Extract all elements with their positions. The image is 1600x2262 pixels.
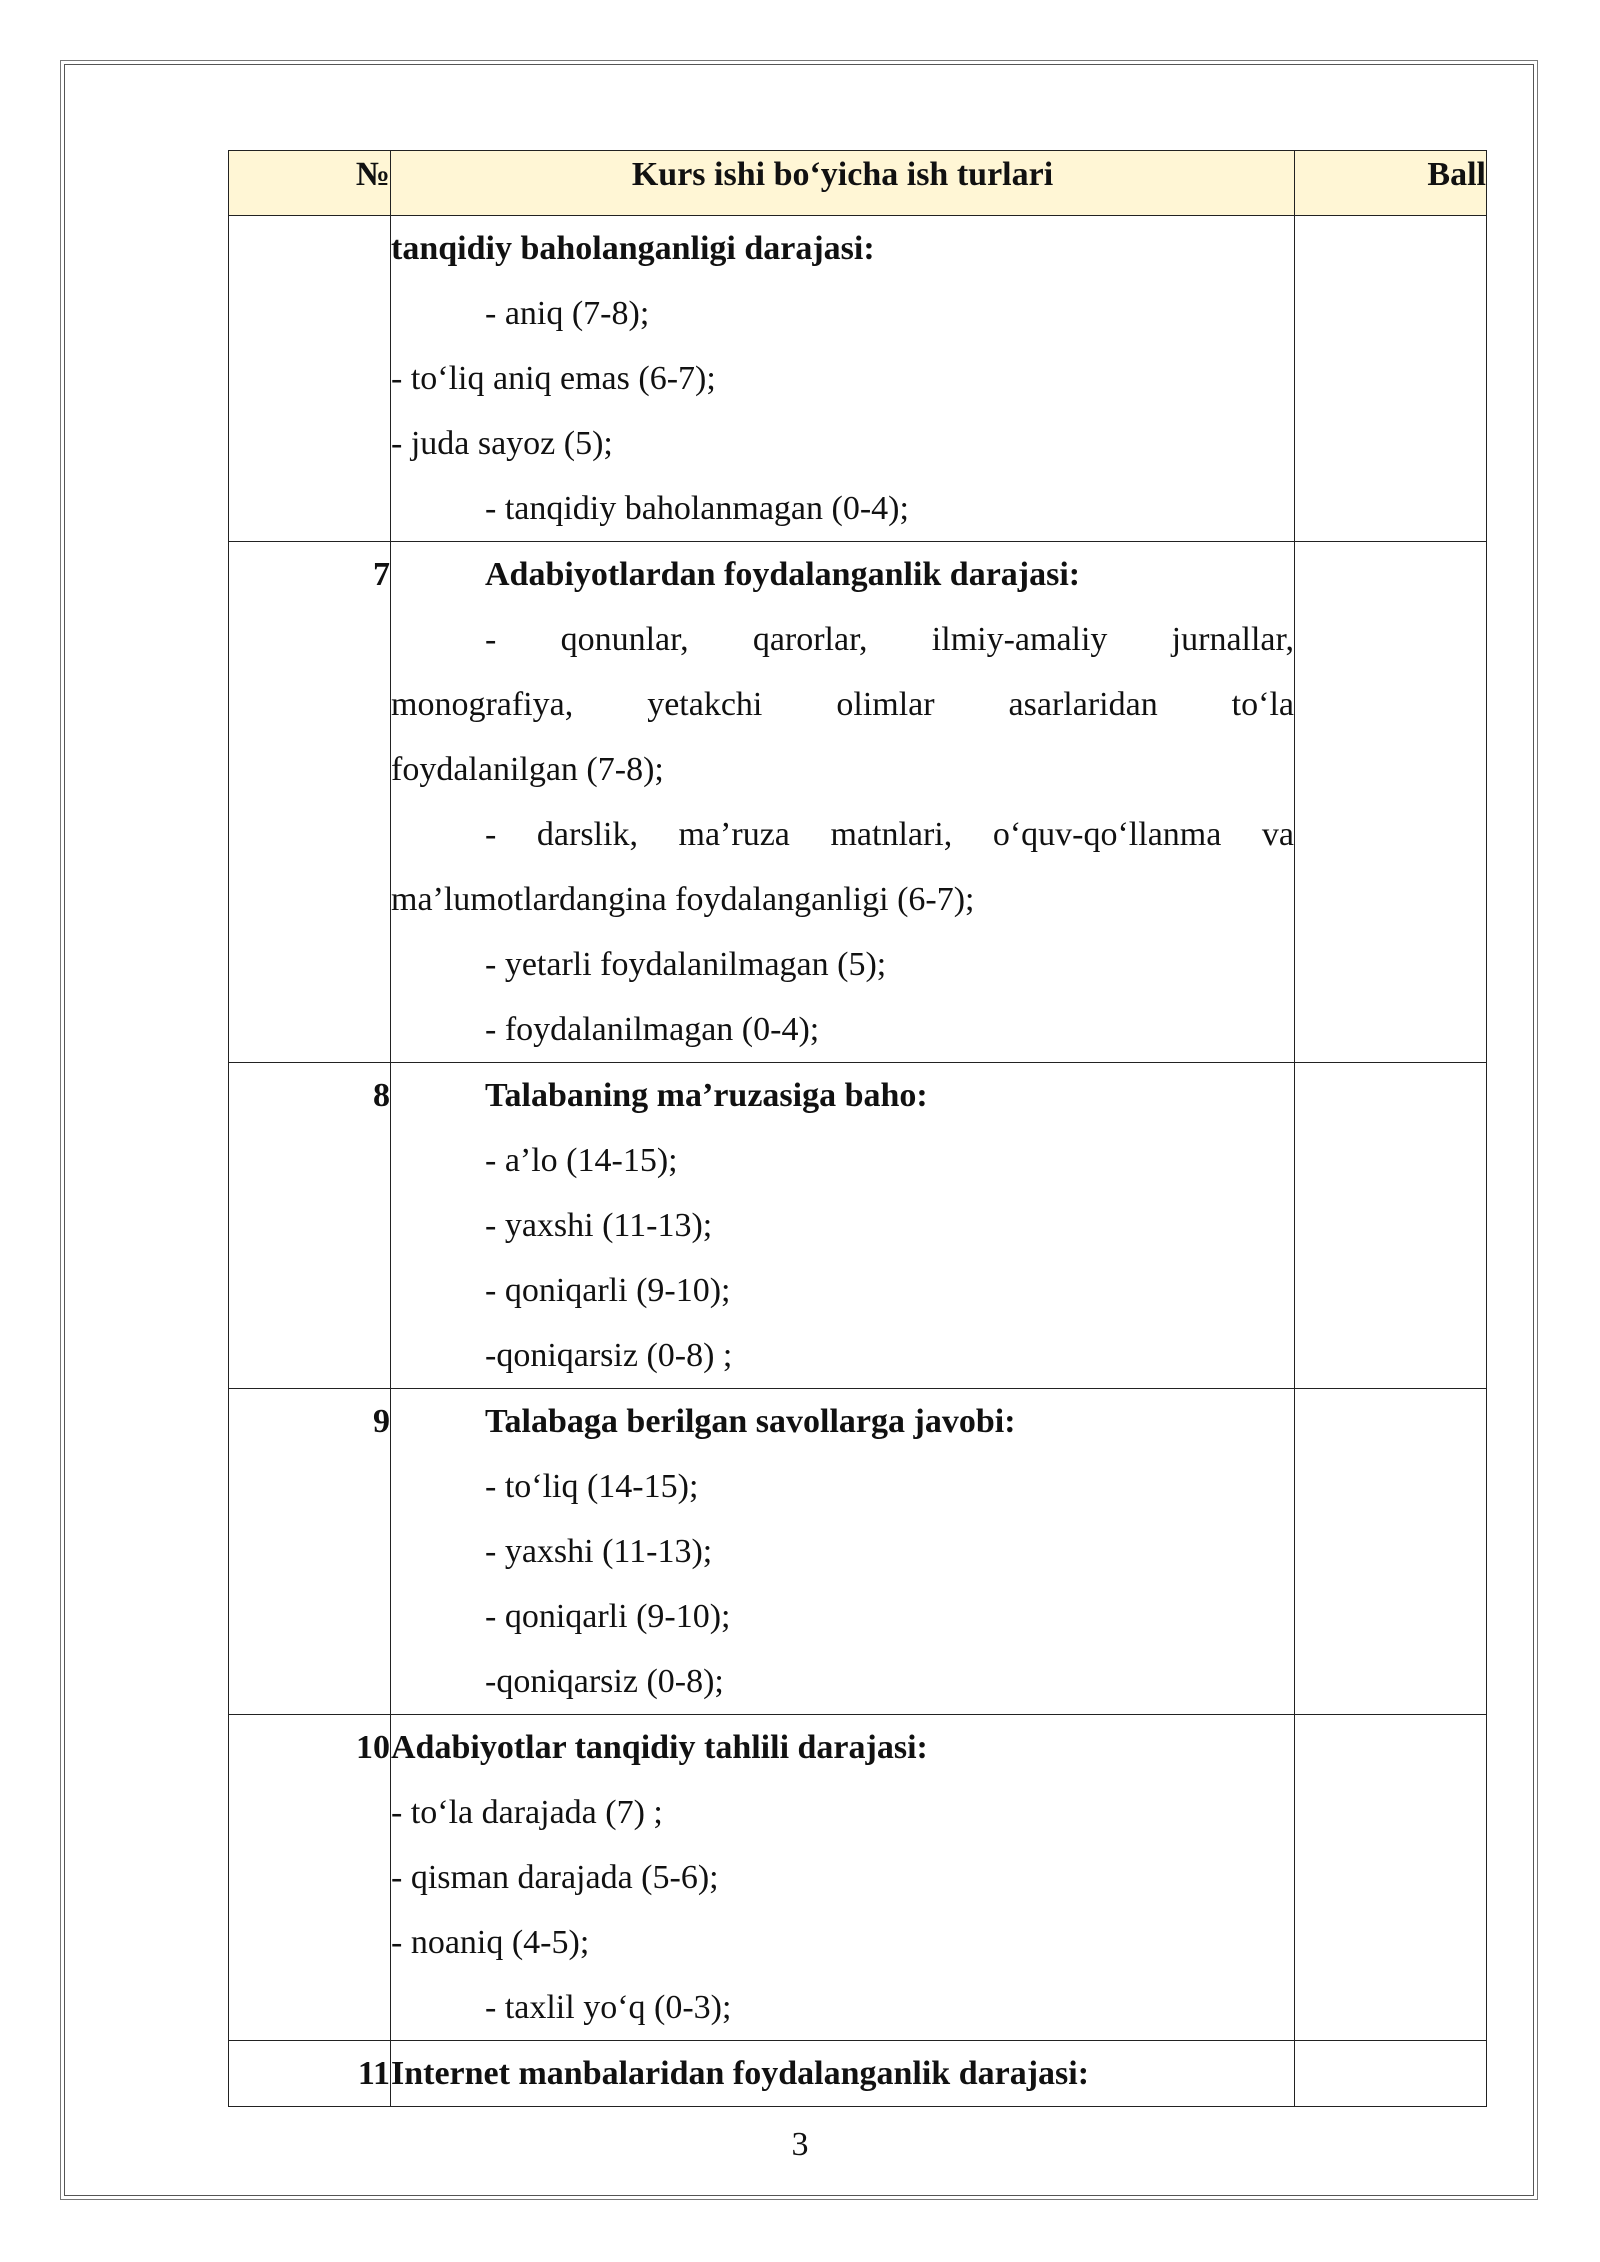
row-line: foydalanilgan (7-8); [391,751,664,788]
row-heading: Talabaga berilgan savollarga javobi: [485,1403,1016,1440]
row-score-cell [1295,1389,1487,1715]
row-content [391,1063,1295,1389]
row-number: 8 [229,1063,391,1389]
row-content [391,1715,1295,2041]
row-content [391,2041,1295,2107]
row-line: - a’lo (14-15); [485,1142,678,1179]
row-line: - tanqidiy baholanmagan (0-4); [485,490,909,527]
row-line: - qoniqarli (9-10); [485,1598,731,1635]
row-heading: Adabiyotlar tanqidiy tahlili darajasi: [391,1729,928,1766]
row-score-cell [1295,2041,1487,2107]
row-line: - juda sayoz (5); [391,425,613,462]
row-line: - darslik, ma’ruza matnlari, o‘quv-qo‘llanma va [485,816,1294,853]
table-row [229,542,1487,1063]
table-row [229,2041,1487,2107]
row-heading: Adabiyotlardan foydalanganlik darajasi: [485,556,1081,593]
row-number: 7 [229,542,391,1063]
row-line: - qoniqarli (9-10); [485,1272,731,1309]
row-line: - qisman darajada (5-6); [391,1859,719,1896]
row-line: -qoniqarsiz (0-8); [485,1663,724,1700]
page-number: 3 [791,2126,809,2163]
row-line: - to‘liq (14-15); [485,1468,699,1505]
row-score-cell [1295,542,1487,1063]
header-number: № [229,151,391,216]
row-score-cell [1295,1715,1487,2041]
row-line: - to‘liq aniq emas (6-7); [391,360,716,397]
row-number: 10 [229,1715,391,2041]
row-score-cell [1295,1063,1487,1389]
grading-table [228,150,1487,2107]
row-line: - foydalanilmagan (0-4); [485,1011,820,1048]
table-row [229,1715,1487,2041]
header-score: Ball [1295,151,1487,216]
row-number [229,216,391,542]
row-content [391,1389,1295,1715]
row-line: - aniq (7-8); [485,295,650,332]
row-content [391,216,1295,542]
table-row [229,1389,1487,1715]
row-line: - qonunlar, qarorlar, ilmiy-amaliy jurnallar, [485,621,1294,658]
row-score-cell [1295,216,1487,542]
row-line: - to‘la darajada (7) ; [391,1794,663,1831]
row-line: - yaxshi (11-13); [485,1207,713,1244]
row-number: 11 [229,2041,391,2107]
header-work-types: Kurs ishi bo‘yicha ish turlari [391,151,1295,216]
row-heading: Internet manbalaridan foydalanganlik darajasi: [391,2055,1090,2092]
row-content [391,542,1295,1063]
row-heading: Talabaning ma’ruzasiga baho: [485,1077,928,1114]
row-number: 9 [229,1389,391,1715]
row-line: - noaniq (4-5); [391,1924,590,1961]
row-line: -qoniqarsiz (0-8) ; [485,1337,733,1374]
row-line: - yetarli foydalanilmagan (5); [485,946,887,983]
row-line: ma’lumotlardangina foydalanganligi (6-7); [391,881,975,918]
row-heading: tanqidiy baholanganligi darajasi: [391,230,875,267]
row-line: monografiya, yetakchi olimlar asarlaridan to‘la [391,686,1294,723]
row-line: - taxlil yo‘q (0-3); [485,1989,732,2026]
table-row [229,216,1487,542]
table-row [229,1063,1487,1389]
row-line: - yaxshi (11-13); [485,1533,713,1570]
table-header-row [229,151,1487,216]
